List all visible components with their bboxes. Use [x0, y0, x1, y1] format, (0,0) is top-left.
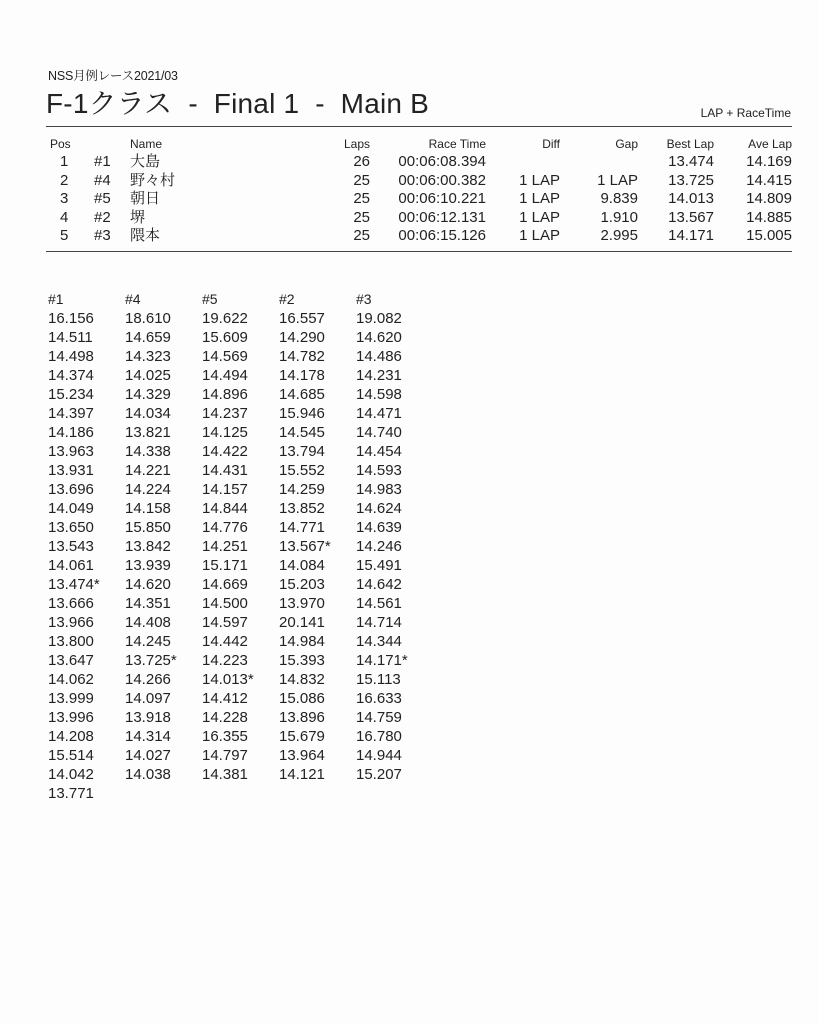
lap-time: 14.545 — [279, 424, 325, 441]
result-laps: 26 — [353, 153, 370, 170]
result-diff: 1 LAP — [519, 227, 560, 244]
result-pos: 1 — [60, 153, 69, 170]
lap-column-header: #5 — [202, 291, 218, 307]
result-best-lap: 14.013 — [668, 190, 714, 207]
lap-time: 15.086 — [279, 690, 325, 707]
lap-time: 16.633 — [356, 690, 402, 707]
result-driver-name: 野々村 — [130, 171, 176, 189]
race-title: F-1クラス - Final 1 - Main B — [46, 88, 430, 119]
result-race-time: 00:06:00.382 — [398, 171, 486, 189]
lap-time: 14.042 — [48, 766, 94, 783]
result-ave-lap: 14.169 — [746, 153, 792, 170]
lap-time: 14.125 — [202, 424, 248, 441]
lap-time: 14.157 — [202, 481, 248, 498]
result-best-lap: 13.567 — [668, 208, 714, 226]
lap-time: 15.514 — [48, 747, 94, 764]
lap-time: 14.454 — [356, 443, 402, 460]
result-row — [46, 209, 792, 228]
lap-time: 15.234 — [48, 386, 94, 403]
result-pos: 5 — [60, 227, 69, 244]
lap-time: 16.557 — [279, 310, 325, 327]
lap-time: 14.027 — [125, 747, 171, 764]
lap-time: 14.740 — [356, 424, 402, 441]
result-race-time: 00:06:08.394 — [398, 153, 486, 170]
lap-time: 14.442 — [202, 633, 248, 650]
lap-time: 14.245 — [125, 633, 171, 650]
result-diff: 1 LAP — [519, 171, 560, 189]
lap-time: 13.966 — [48, 614, 94, 631]
lap-time: 13.896 — [279, 709, 325, 726]
results-table — [46, 136, 792, 246]
lap-time: 13.970 — [279, 595, 325, 612]
lap-time: 13.543 — [48, 538, 94, 555]
lap-time: 14.597 — [202, 614, 248, 631]
lap-time: 13.918 — [125, 709, 171, 726]
lap-column — [279, 290, 359, 784]
lap-time: 13.725* — [125, 652, 177, 669]
lap-time: 15.609 — [202, 329, 248, 346]
lap-time: 14.062 — [48, 671, 94, 688]
result-driver-name: 堺 — [130, 208, 146, 226]
lap-column-header: #3 — [356, 291, 372, 307]
lap-time: 14.782 — [279, 348, 325, 365]
lap-time: 14.561 — [356, 595, 402, 612]
lap-time: 14.685 — [279, 386, 325, 403]
lap-column — [125, 290, 205, 784]
result-car-number: #3 — [94, 227, 111, 244]
lap-time: 14.374 — [48, 367, 94, 384]
lap-time: 14.329 — [125, 386, 171, 403]
lap-time: 13.650 — [48, 519, 94, 536]
lap-time: 14.084 — [279, 557, 325, 574]
lap-time: 14.290 — [279, 329, 325, 346]
lap-time: 13.800 — [48, 633, 94, 650]
lap-time: 13.842 — [125, 538, 171, 555]
lap-time: 14.266 — [125, 671, 171, 688]
result-race-time: 00:06:15.126 — [398, 227, 486, 244]
lap-time: 13.696 — [48, 481, 94, 498]
lap-time: 14.598 — [356, 386, 402, 403]
lap-time: 14.832 — [279, 671, 325, 688]
lap-column-header: #4 — [125, 291, 141, 307]
lap-time: 15.393 — [279, 652, 325, 669]
lap-time: 13.852 — [279, 500, 325, 517]
result-best-lap: 13.725 — [668, 171, 714, 189]
lap-column-header: #1 — [48, 291, 64, 307]
lap-time: 14.620 — [125, 576, 171, 593]
col-pos: Pos — [50, 137, 71, 151]
lap-time: 13.474* — [48, 576, 100, 593]
result-gap: 1.910 — [600, 208, 638, 226]
lap-time: 15.203 — [279, 576, 325, 593]
lap-time: 16.156 — [48, 310, 94, 327]
lap-time: 14.186 — [48, 424, 94, 441]
lap-time: 14.620 — [356, 329, 402, 346]
lap-time: 14.984 — [279, 633, 325, 650]
lap-time: 14.246 — [356, 538, 402, 555]
lap-column — [202, 290, 282, 784]
lap-time: 14.381 — [202, 766, 248, 783]
lap-time: 15.850 — [125, 519, 171, 536]
lap-time: 14.221 — [125, 462, 171, 479]
result-race-time: 00:06:12.131 — [398, 208, 486, 226]
lap-time: 14.049 — [48, 500, 94, 517]
lap-time: 13.647 — [48, 652, 94, 669]
result-row — [46, 153, 792, 172]
lap-column — [48, 290, 128, 803]
lap-time: 15.491 — [356, 557, 402, 574]
lap-time: 15.679 — [279, 728, 325, 745]
col-laps: Laps — [343, 137, 370, 151]
result-ave-lap: 14.885 — [746, 208, 792, 226]
lap-time: 14.431 — [202, 462, 248, 479]
result-car-number: #1 — [94, 153, 111, 170]
lap-time: 14.639 — [356, 519, 402, 536]
lap-time: 14.500 — [202, 595, 248, 612]
result-driver-name: 隈本 — [130, 227, 161, 244]
lap-time: 14.038 — [125, 766, 171, 783]
col-best-lap: Best Lap — [666, 137, 714, 151]
lap-time: 13.794 — [279, 443, 325, 460]
lap-time: 14.178 — [279, 367, 325, 384]
lap-time: 14.097 — [125, 690, 171, 707]
lap-time: 14.422 — [202, 443, 248, 460]
lap-column-header: #2 — [279, 291, 295, 307]
lap-time: 15.207 — [356, 766, 402, 783]
result-car-number: #5 — [94, 190, 111, 207]
lap-time: 13.771 — [48, 785, 94, 802]
result-gap: 2.995 — [600, 227, 638, 244]
lap-time: 14.844 — [202, 500, 248, 517]
result-ave-lap: 14.415 — [746, 171, 792, 189]
lap-time: 14.593 — [356, 462, 402, 479]
lap-time: 14.338 — [125, 443, 171, 460]
lap-time: 14.771 — [279, 519, 325, 536]
lap-time: 13.939 — [125, 557, 171, 574]
col-gap: Gap — [615, 137, 638, 151]
lap-time: 14.061 — [48, 557, 94, 574]
lap-time: 13.996 — [48, 709, 94, 726]
lap-time: 14.511 — [48, 329, 93, 346]
lap-time: 14.944 — [356, 747, 402, 764]
result-car-number: #4 — [94, 171, 111, 189]
lap-time: 14.314 — [125, 728, 171, 745]
result-row — [46, 190, 792, 209]
lap-time: 14.025 — [125, 367, 171, 384]
lap-time: 15.946 — [279, 405, 325, 422]
lap-time: 14.569 — [202, 348, 248, 365]
lap-time: 13.931 — [48, 462, 94, 479]
lap-time: 13.964 — [279, 747, 325, 764]
result-laps: 25 — [353, 208, 370, 226]
lap-time: 14.231 — [356, 367, 402, 384]
result-pos: 2 — [60, 171, 69, 189]
results-divider — [46, 251, 792, 252]
lap-time: 15.171 — [202, 557, 248, 574]
lap-time: 13.821 — [125, 424, 171, 441]
lap-time: 18.610 — [125, 310, 171, 327]
lap-time: 14.208 — [48, 728, 94, 745]
lap-time: 13.567* — [279, 538, 331, 555]
lap-time: 14.776 — [202, 519, 248, 536]
result-laps: 25 — [353, 190, 370, 207]
lap-time: 16.355 — [202, 728, 248, 745]
lap-time: 14.397 — [48, 405, 94, 422]
lap-time: 14.158 — [125, 500, 171, 517]
lap-time: 14.759 — [356, 709, 402, 726]
lap-time: 14.896 — [202, 386, 248, 403]
result-race-time: 00:06:10.221 — [398, 190, 486, 207]
result-laps: 25 — [353, 171, 370, 189]
lap-time: 16.780 — [356, 728, 402, 745]
result-gap: 9.839 — [600, 190, 638, 207]
result-car-number: #2 — [94, 208, 111, 226]
lap-time: 14.983 — [356, 481, 402, 498]
lap-time: 14.323 — [125, 348, 171, 365]
lap-time: 14.486 — [356, 348, 402, 365]
lap-time: 14.669 — [202, 576, 248, 593]
lap-time: 14.494 — [202, 367, 248, 384]
lap-time: 14.121 — [279, 766, 325, 783]
col-ave-lap: Ave Lap — [748, 137, 792, 151]
lap-time: 15.552 — [279, 462, 325, 479]
result-driver-name: 朝日 — [130, 190, 161, 207]
result-ave-lap: 14.809 — [746, 190, 792, 207]
lap-time: 13.666 — [48, 595, 94, 612]
lap-time: 19.082 — [356, 310, 402, 327]
result-best-lap: 13.474 — [668, 153, 714, 170]
event-name: NSS月例レース2021/03 — [48, 69, 178, 83]
lap-time: 14.237 — [202, 405, 248, 422]
lap-time: 20.141 — [279, 614, 325, 631]
lap-time: 14.714 — [356, 614, 402, 631]
col-name: Name — [130, 137, 163, 151]
lap-time: 14.624 — [356, 500, 402, 517]
lap-time: 14.351 — [125, 595, 171, 612]
lap-time: 14.013* — [202, 671, 254, 688]
lap-time: 15.113 — [356, 671, 401, 688]
result-gap: 1 LAP — [597, 171, 638, 189]
lap-time: 14.223 — [202, 652, 248, 669]
lap-time: 14.259 — [279, 481, 325, 498]
results-header-row — [46, 136, 792, 152]
lap-time: 14.498 — [48, 348, 94, 365]
header-divider — [46, 126, 792, 127]
lap-time: 14.228 — [202, 709, 248, 726]
result-laps: 25 — [353, 227, 370, 244]
lap-time: 13.999 — [48, 690, 94, 707]
lap-time: 14.797 — [202, 747, 248, 764]
result-best-lap: 14.171 — [668, 227, 714, 244]
result-diff: 1 LAP — [519, 190, 560, 207]
lap-time: 14.471 — [356, 405, 402, 422]
lap-time: 14.642 — [356, 576, 402, 593]
result-ave-lap: 15.005 — [746, 227, 792, 244]
lap-time: 19.622 — [202, 310, 248, 327]
lap-time: 14.224 — [125, 481, 171, 498]
lap-time: 13.963 — [48, 443, 94, 460]
result-row — [46, 172, 792, 191]
lap-time: 14.344 — [356, 633, 402, 650]
col-diff: Diff — [542, 137, 560, 151]
lap-time: 14.659 — [125, 329, 171, 346]
lap-time: 14.034 — [125, 405, 171, 422]
result-pos: 3 — [60, 190, 69, 207]
col-race-time: Race Time — [428, 137, 486, 151]
result-diff: 1 LAP — [519, 208, 560, 226]
lap-time: 14.171* — [356, 652, 408, 669]
lap-time: 14.412 — [202, 690, 248, 707]
lap-time: 14.251 — [202, 538, 248, 555]
result-pos: 4 — [60, 208, 69, 226]
lap-column — [356, 290, 436, 784]
lap-time: 14.408 — [125, 614, 171, 631]
result-row — [46, 227, 792, 246]
result-driver-name: 大島 — [130, 153, 161, 170]
lap-mode-label: LAP + RaceTime — [700, 106, 791, 120]
